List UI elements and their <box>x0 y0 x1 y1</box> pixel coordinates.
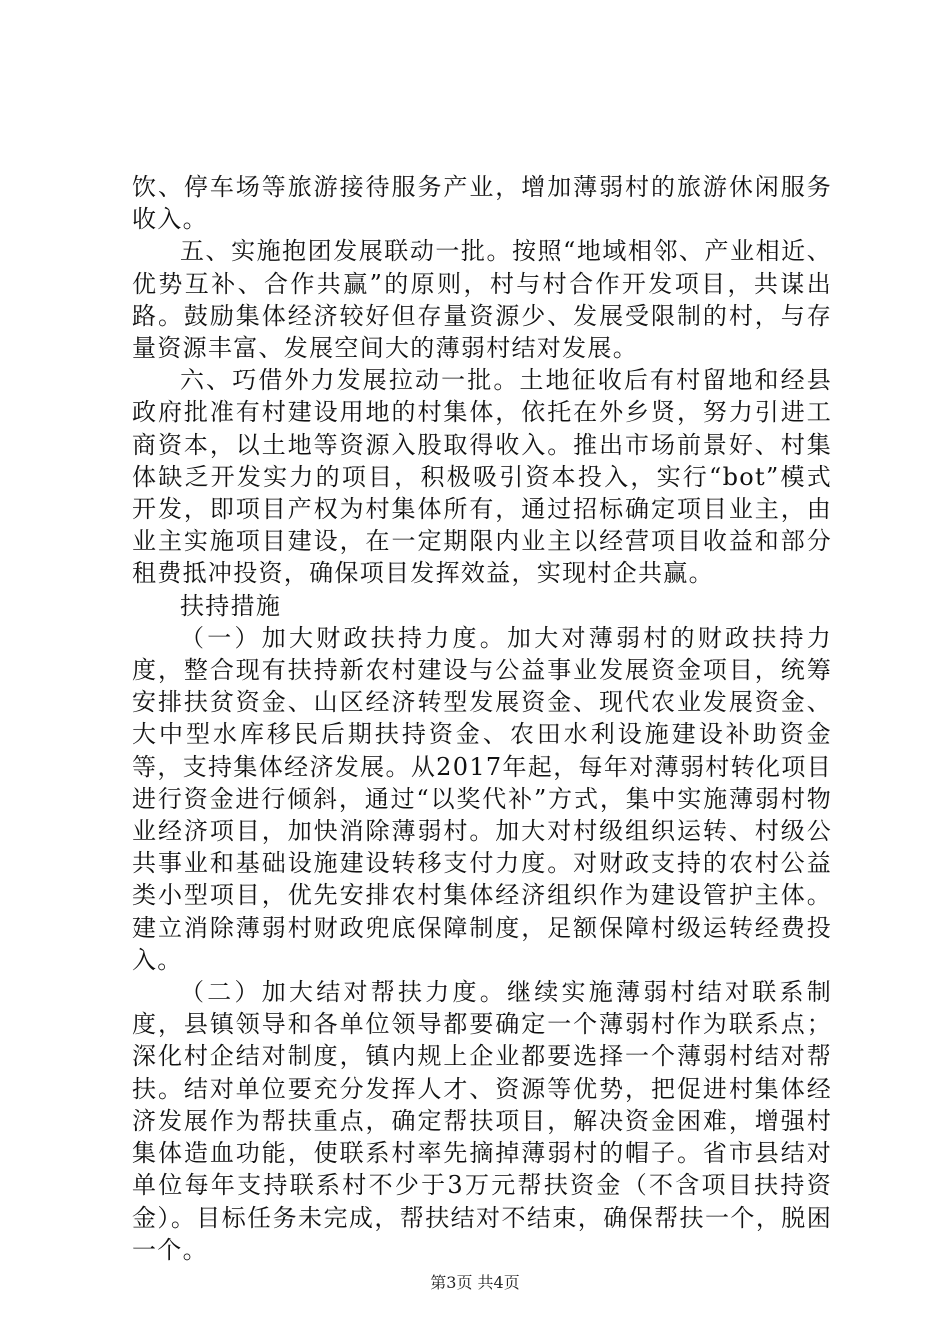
document-body <box>132 171 832 1266</box>
page-footer: 第3页 共4页 <box>430 1273 520 1292</box>
section-heading: 扶持措施 <box>180 591 282 620</box>
paragraph-1: 饮、停车场等旅游接待服务产业，增加薄弱村的旅游休闲服务收入。 <box>132 173 832 234</box>
paragraph-4: （一）加大财政扶持力度。加大对薄弱村的财政扶持力度，整合现有扶持新农村建设与公益事业发展资金项目，统筹安排扶贫资金、山区经济转型发展资金、现代农业发展资金、大中型水库移民后期扶持资金、农田水利设施建设补助资金等，支持集体经济发展。从2017年起，每年对薄弱村转化项目进行资金进行倾斜，通过“以奖代补”方式，集中实施薄弱村物业经济项目，加快消除薄弱村。加大对村级组织运转、村级公共事业和基础设施建设转移支付力度。对财政支持的农村公益类小型项目，优先安排农村集体经济组织作为建设管护主体。建立消除薄弱村财政兜底保障制度，足额保障村级运转经费投入。 <box>132 623 832 974</box>
paragraph-5: （二）加大结对帮扶力度。继续实施薄弱村结对联系制度，县镇领导和各单位领导都要确定一个薄弱村作为联系点；深化村企结对制度，镇内规上企业都要选择一个薄弱村结对帮扶。结对单位要充分发挥人才、资源等优势，把促进村集体经济发展作为帮扶重点，确定帮扶项目，解决资金困难，增强村集体造血功能，使联系村率先摘掉薄弱村的帽子。省市县结对单位每年支持联系村不少于3万元帮扶资金（不含项目扶持资金）。目标任务未完成，帮扶结对不结束，确保帮扶一个，脱困一个。 <box>132 978 832 1264</box>
paragraph-3: 六、巧借外力发展拉动一批。土地征收后有村留地和经县政府批准有村建设用地的村集体，依托在外乡贤，努力引进工商资本，以土地等资源入股取得收入。推出市场前景好、村集体缺乏开发实力的项目，积极吸引资本投入，实行“bot”模式开发，即项目产权为村集体所有，通过招标确定项目业主，由业主实施项目建设，在一定期限内业主以经营项目收益和部分租费抵冲投资，确保项目发挥效益，实现村企共赢。 <box>132 366 832 588</box>
paragraph-2: 五、实施抱团发展联动一批。按照“地域相邻、产业相近、优势互补、合作共赢”的原则，村与村合作开发项目，共谋出路。鼓励集体经济较好但存量资源少、发展受限制的村，与存量资源丰富、发展空间大的薄弱村结对发展。 <box>132 237 832 363</box>
